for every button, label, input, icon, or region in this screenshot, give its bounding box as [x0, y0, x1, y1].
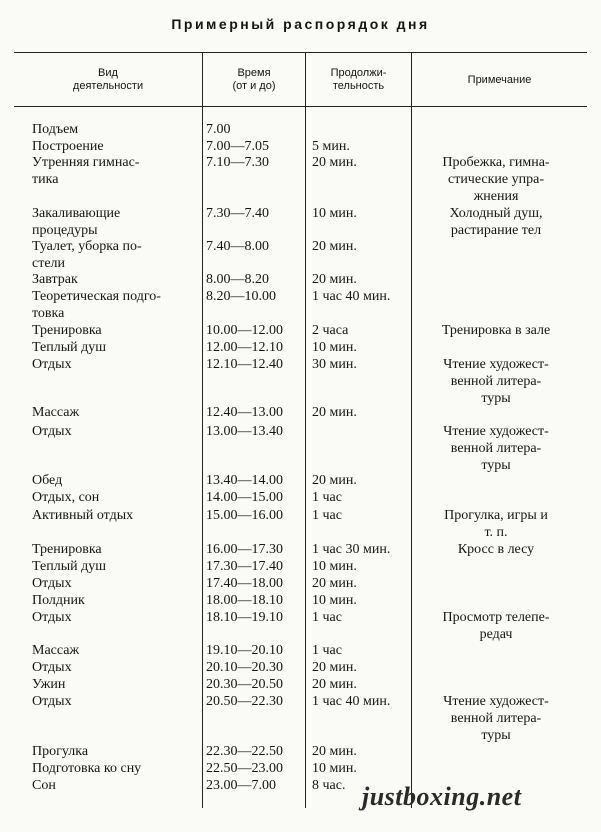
header-duration: Продолжи- тельность: [330, 67, 387, 92]
time-cell: 23.00—7.00: [206, 778, 276, 793]
activity-cell: Отдых, сон: [32, 490, 100, 505]
time-cell: 19.10—20.10: [206, 643, 283, 658]
activity-cell: Полдник: [32, 593, 85, 608]
time-cell: 22.30—22.50: [206, 744, 283, 759]
duration-cell: 20 мин.: [312, 473, 357, 488]
time-cell: 7.30—7.40: [206, 206, 269, 221]
time-cell: 13.00—13.40: [206, 424, 283, 439]
activity-cell: Сон: [32, 778, 56, 793]
watermark: justboxing.net: [362, 782, 522, 811]
activity-cell: Ужин: [32, 677, 66, 692]
activity-cell: Построение: [32, 139, 104, 154]
activity-cell: Прогулка: [32, 744, 89, 759]
time-cell: 7.00—7.05: [206, 139, 269, 154]
time-cell: 14.00—15.00: [206, 490, 283, 505]
duration-cell: 10 мин.: [312, 340, 357, 355]
time-cell: 7.00: [206, 122, 231, 137]
activity-cell: Отдых: [32, 424, 72, 439]
note-cell: Пробежка, гимна- стические упра- жнения: [442, 155, 550, 204]
duration-cell: 1 час 40 мин.: [312, 289, 391, 304]
time-cell: 18.10—19.10: [206, 610, 283, 625]
note-cell: Чтение художест- венной литера- туры: [443, 694, 549, 743]
duration-cell: 1 час: [312, 643, 342, 658]
activity-cell: Закаливающие процедуры: [32, 206, 121, 238]
activity-cell: Подготовка ко сну: [32, 761, 142, 776]
time-cell: 17.30—17.40: [206, 559, 283, 574]
activity-cell: Обед: [32, 473, 63, 488]
column-divider-2: [305, 52, 306, 808]
duration-cell: 10 мин.: [312, 206, 357, 221]
time-cell: 15.00—16.00: [206, 508, 283, 523]
activity-cell: Отдых: [32, 660, 72, 675]
time-cell: 22.50—23.00: [206, 761, 283, 776]
duration-cell: 20 мин.: [312, 660, 357, 675]
activity-cell: Завтрак: [32, 272, 78, 287]
duration-cell: 20 мин.: [312, 239, 357, 254]
duration-cell: 1 час 30 мин.: [312, 542, 391, 557]
time-cell: 13.40—14.00: [206, 473, 283, 488]
activity-cell: Теоретическая подго- товка: [32, 289, 161, 321]
duration-cell: 20 мин.: [312, 272, 357, 287]
activity-cell: Теплый душ: [32, 559, 107, 574]
time-cell: 7.40—8.00: [206, 239, 269, 254]
time-cell: 7.10—7.30: [206, 155, 269, 170]
duration-cell: 10 мин.: [312, 593, 357, 608]
activity-cell: Тренировка: [32, 323, 102, 338]
duration-cell: 20 мин.: [312, 576, 357, 591]
time-cell: 18.00—18.10: [206, 593, 283, 608]
column-divider-1: [202, 52, 203, 808]
duration-cell: 30 мин.: [312, 357, 357, 372]
note-cell: Просмотр телепе- редач: [442, 610, 550, 642]
activity-cell: Отдых: [32, 610, 72, 625]
time-cell: 8.00—8.20: [206, 272, 269, 287]
activity-cell: Отдых: [32, 576, 72, 591]
duration-cell: 1 час: [312, 610, 342, 625]
time-cell: 8.20—10.00: [206, 289, 276, 304]
time-cell: 12.10—12.40: [206, 357, 283, 372]
activity-cell: Массаж: [32, 643, 80, 658]
time-cell: 10.00—12.00: [206, 323, 283, 338]
header-time: Время (от и до): [232, 67, 276, 92]
duration-cell: 8 час.: [312, 778, 346, 793]
duration-cell: 10 мин.: [312, 761, 357, 776]
duration-cell: 5 мин.: [312, 139, 350, 154]
time-cell: 12.40—13.00: [206, 405, 283, 420]
activity-cell: Теплый душ: [32, 340, 107, 355]
duration-cell: 1 час 40 мин.: [312, 694, 391, 709]
table-top-rule: [14, 52, 587, 53]
time-cell: 20.30—20.50: [206, 677, 283, 692]
activity-cell: Утренняя гимнас- тика: [32, 155, 140, 187]
activity-cell: Подъем: [32, 122, 79, 137]
activity-cell: Массаж: [32, 405, 80, 420]
note-cell: Холодный душ, растирание тел: [449, 206, 543, 238]
duration-cell: 20 мин.: [312, 405, 357, 420]
time-cell: 12.00—12.10: [206, 340, 283, 355]
activity-cell: Тренировка: [32, 542, 102, 557]
duration-cell: 1 час: [312, 490, 342, 505]
time-cell: 16.00—17.30: [206, 542, 283, 557]
note-cell: Тренировка в зале: [441, 323, 551, 338]
duration-cell: 20 мин.: [312, 744, 357, 759]
time-cell: 20.10—20.30: [206, 660, 283, 675]
duration-cell: 1 час: [312, 508, 342, 523]
header-note: Примечание: [467, 73, 532, 86]
page-title: Примерный распорядок дня: [171, 16, 430, 32]
note-cell: Чтение художест- венной литера- туры: [443, 357, 549, 406]
note-cell: Прогулка, игры и т. п.: [444, 508, 548, 540]
header-activity: Вид деятельности: [72, 67, 144, 92]
time-cell: 20.50—22.30: [206, 694, 283, 709]
activity-cell: Отдых: [32, 694, 72, 709]
note-cell: Кросс в лесу: [457, 542, 535, 557]
activity-cell: Отдых: [32, 357, 72, 372]
duration-cell: 10 мин.: [312, 559, 357, 574]
header-bottom-rule: [14, 106, 587, 107]
duration-cell: 2 часа: [312, 323, 349, 338]
activity-cell: Туалет, уборка по- стели: [32, 239, 142, 271]
activity-cell: Активный отдых: [32, 508, 134, 523]
duration-cell: 20 мин.: [312, 155, 357, 170]
note-cell: Чтение художест- венной литера- туры: [443, 424, 549, 473]
duration-cell: 20 мин.: [312, 677, 357, 692]
time-cell: 17.40—18.00: [206, 576, 283, 591]
